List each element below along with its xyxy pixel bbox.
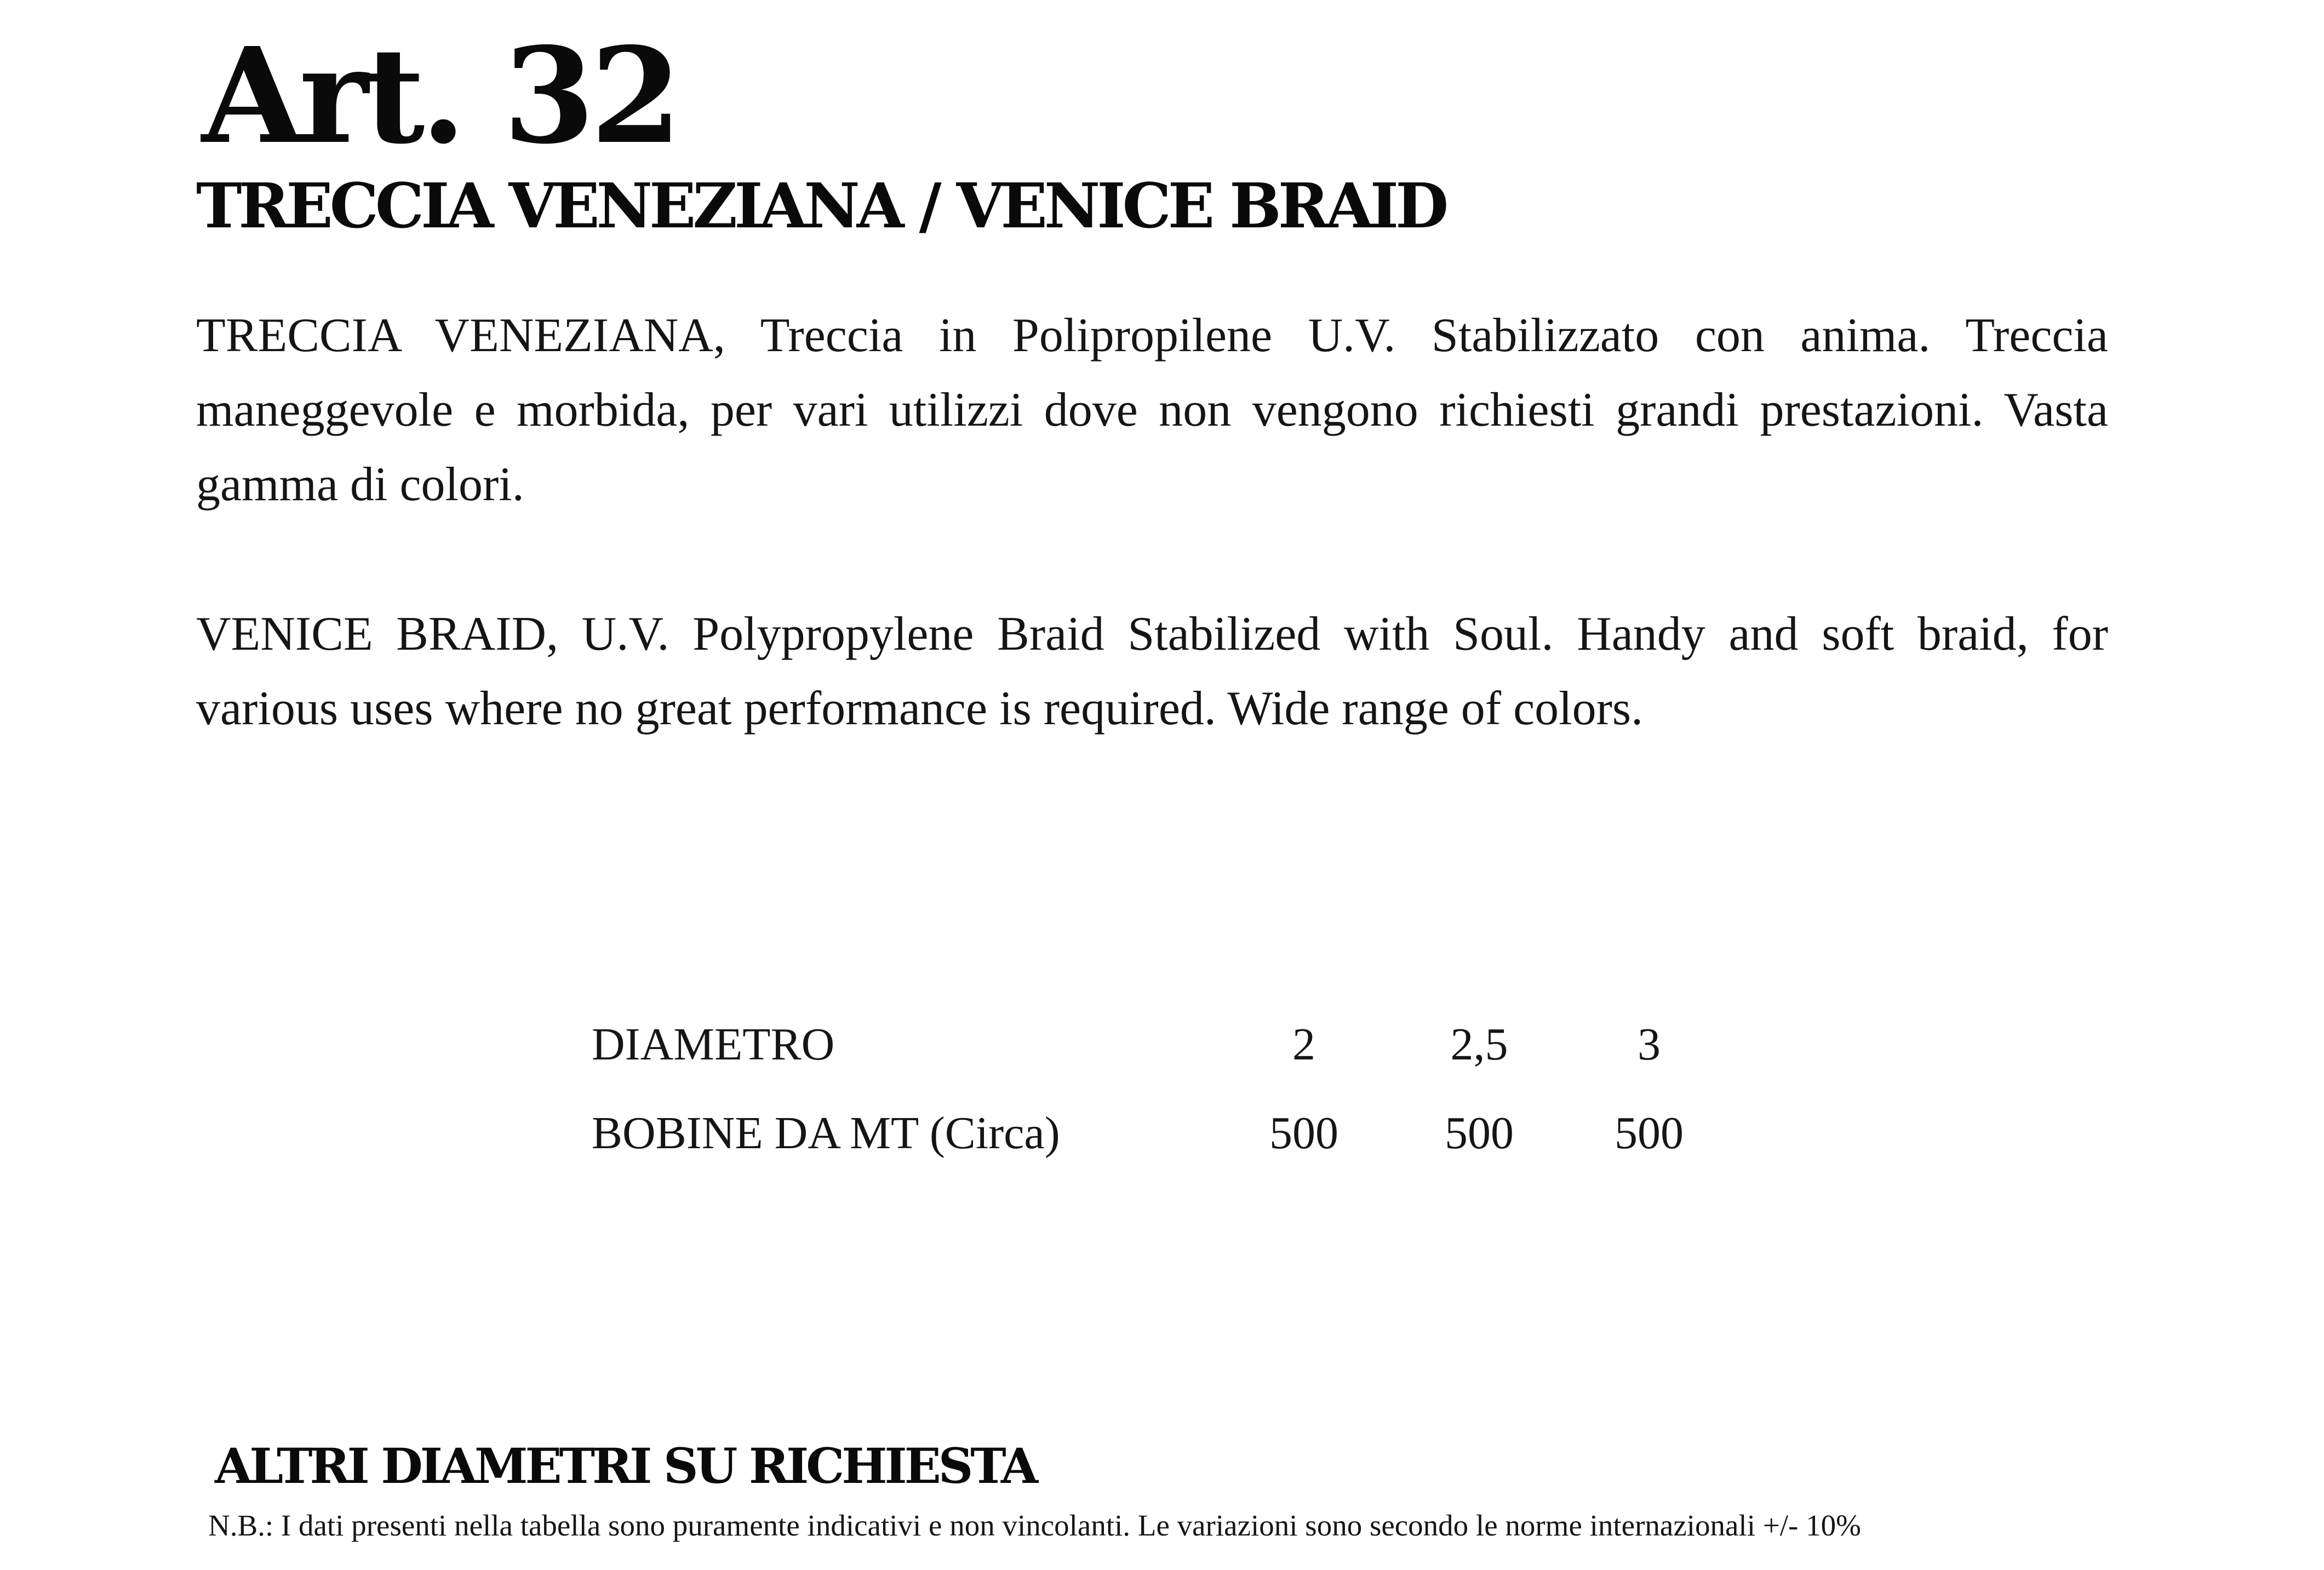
footer-note: N.B.: I dati presenti nella tabella sono puramente indicativi e non vincolanti. Le variazioni sono secondo le norme internazionali +/- 10%	[208, 1509, 1861, 1542]
footer-title: ALTRI DIAMETRI SU RICHIESTA	[215, 1437, 1036, 1494]
article-number: Art. 32	[202, 19, 678, 173]
table-row	[592, 1088, 1731, 1177]
description-italian: TRECCIA VENEZIANA, Treccia in Polipropilene U.V. Stabilizzato con anima. Treccia maneggevole e morbida, per vari utilizzi dove non vengono richiesti grandi prestazioni. Vasta gamma di colori.	[196, 309, 2108, 511]
table-row	[592, 1000, 1731, 1088]
description-english: VENICE BRAID, U.V. Polypropylene Braid Stabilized with Soul. Handy and soft braid, for various uses where no great performance is required. Wide range of colors.	[196, 608, 2108, 735]
table-cell: 500	[1269, 1107, 1338, 1159]
row-label: BOBINE DA MT (Circa)	[592, 1107, 1060, 1159]
table-cell: 500	[1445, 1107, 1514, 1159]
table-cell: 2,5	[1450, 1018, 1508, 1070]
row-label: DIAMETRO	[592, 1018, 835, 1070]
table-cell: 3	[1638, 1018, 1661, 1070]
table-cell: 500	[1615, 1107, 1684, 1159]
table-cell: 2	[1292, 1018, 1315, 1070]
product-title: TRECCIA VENEZIANA / VENICE BRAID	[196, 170, 1446, 242]
specs-table	[592, 1000, 1731, 1177]
